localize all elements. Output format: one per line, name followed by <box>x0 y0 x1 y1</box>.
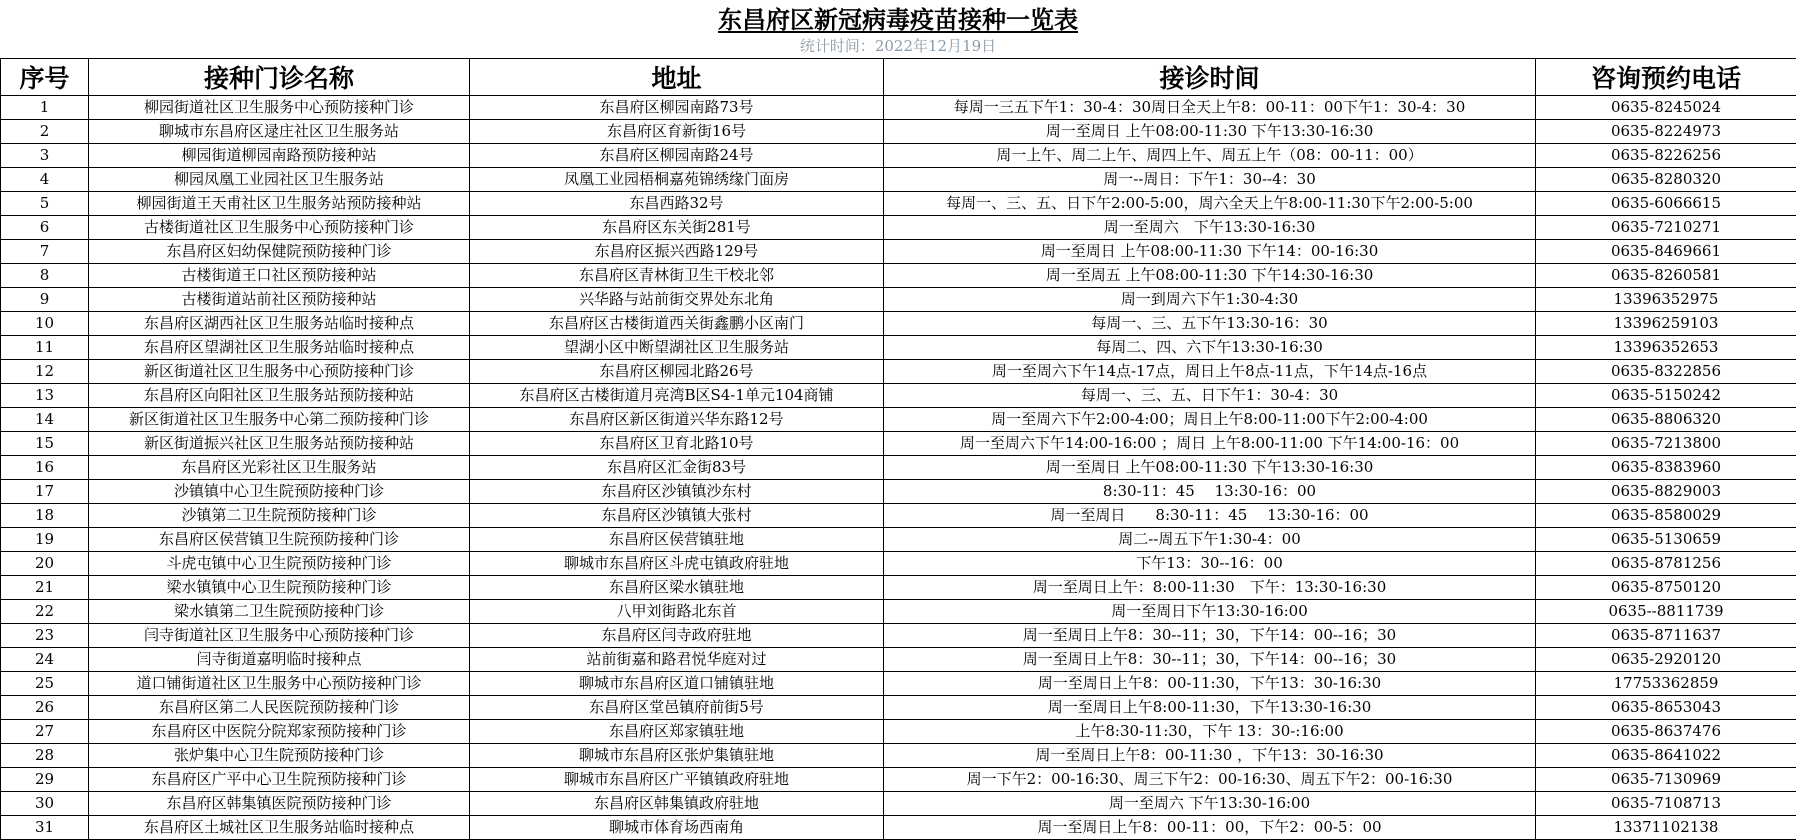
cell-phone: 0635-7210271 <box>1536 216 1796 240</box>
cell-phone: 0635-8641022 <box>1536 744 1796 768</box>
table-row <box>1 480 1796 504</box>
cell-phone: 0635-8280320 <box>1536 168 1796 192</box>
cell-hours: 周一至周日 上午08:00-11:30 下午14：00-16:30 <box>884 240 1536 264</box>
cell-phone: 0635-8469661 <box>1536 240 1796 264</box>
cell-clinic-name: 柳园街道社区卫生服务中心预防接种门诊 <box>89 96 470 120</box>
col-header-index: 序号 <box>1 59 89 96</box>
cell-hours: 8:30-11：45 13:30-16：00 <box>884 480 1536 504</box>
cell-hours: 周一至周五 上午08:00-11:30 下午14:30-16:30 <box>884 264 1536 288</box>
cell-phone: 0635-2920120 <box>1536 648 1796 672</box>
cell-phone: 0635-8226256 <box>1536 144 1796 168</box>
cell-index: 20 <box>1 552 89 576</box>
cell-phone: 13396259103 <box>1536 312 1796 336</box>
cell-address: 东昌府区古楼街道月亮湾B区S4-1单元104商铺 <box>470 384 884 408</box>
cell-address: 聊城市东昌府区张炉集镇驻地 <box>470 744 884 768</box>
cell-clinic-name: 东昌府区湖西社区卫生服务站临时接种点 <box>89 312 470 336</box>
cell-phone: 0635-5150242 <box>1536 384 1796 408</box>
table-row <box>1 600 1796 624</box>
cell-index: 18 <box>1 504 89 528</box>
sheet-title-text: 东昌府区新冠病毒疫苗接种一览表 <box>706 5 1090 34</box>
cell-phone: 0635-7108713 <box>1536 792 1796 816</box>
cell-hours: 周一至周日上午8：30--11；30，下午14：00--16；30 <box>884 624 1536 648</box>
cell-hours: 每周二、四、六下午13:30-16:30 <box>884 336 1536 360</box>
cell-clinic-name: 东昌府区第二人民医院预防接种门诊 <box>89 696 470 720</box>
cell-phone: 0635-7130969 <box>1536 768 1796 792</box>
cell-index: 27 <box>1 720 89 744</box>
col-header-address: 地址 <box>470 59 884 96</box>
cell-index: 30 <box>1 792 89 816</box>
table-row <box>1 648 1796 672</box>
cell-hours: 周一至周日上午8:00-11:30，下午13:30-16:30 <box>884 696 1536 720</box>
cell-phone: 0635-8224973 <box>1536 120 1796 144</box>
cell-address: 聊城市东昌府区广平镇镇政府驻地 <box>470 768 884 792</box>
cell-clinic-name: 梁水镇第二卫生院预防接种门诊 <box>89 600 470 624</box>
table-row <box>1 792 1796 816</box>
cell-clinic-name: 东昌府区广平中心卫生院预防接种门诊 <box>89 768 470 792</box>
cell-address: 东昌府区育新街16号 <box>470 120 884 144</box>
cell-phone: 13396352975 <box>1536 288 1796 312</box>
cell-clinic-name: 古楼街道社区卫生服务中心预防接种门诊 <box>89 216 470 240</box>
cell-index: 3 <box>1 144 89 168</box>
cell-hours: 周一至周日下午13:30-16:00 <box>884 600 1536 624</box>
cell-address: 东昌府区汇金街83号 <box>470 456 884 480</box>
cell-hours: 周一至周六下午14:00-16:00 ；周日 上午8:00-11:00 下午14:00-16：00 <box>884 432 1536 456</box>
cell-address: 东昌府区郑家镇驻地 <box>470 720 884 744</box>
table-row <box>1 264 1796 288</box>
cell-clinic-name: 柳园凤凰工业园社区卫生服务站 <box>89 168 470 192</box>
table-row <box>1 96 1796 120</box>
cell-index: 10 <box>1 312 89 336</box>
col-header-phone: 咨询预约电话 <box>1536 59 1796 96</box>
cell-clinic-name: 道口铺街道社区卫生服务中心预防接种门诊 <box>89 672 470 696</box>
cell-clinic-name: 张炉集中心卫生院预防接种门诊 <box>89 744 470 768</box>
cell-address: 东昌府区梁水镇驻地 <box>470 576 884 600</box>
cell-clinic-name: 闫寺街道嘉明临时接种点 <box>89 648 470 672</box>
cell-index: 19 <box>1 528 89 552</box>
cell-index: 6 <box>1 216 89 240</box>
cell-address: 站前街嘉和路君悦华庭对过 <box>470 648 884 672</box>
cell-index: 13 <box>1 384 89 408</box>
table-row <box>1 552 1796 576</box>
table-row <box>1 528 1796 552</box>
table-row <box>1 744 1796 768</box>
cell-index: 1 <box>1 96 89 120</box>
cell-hours: 每周一、三、五、日下午1：30-4：30 <box>884 384 1536 408</box>
cell-address: 东昌府区东关街281号 <box>470 216 884 240</box>
cell-index: 26 <box>1 696 89 720</box>
cell-index: 21 <box>1 576 89 600</box>
table-row <box>1 120 1796 144</box>
cell-address: 东昌府区柳园北路26号 <box>470 360 884 384</box>
cell-hours: 周一至周日 8:30-11：45 13:30-16：00 <box>884 504 1536 528</box>
cell-phone: 0635-8829003 <box>1536 480 1796 504</box>
cell-hours: 周一至周六下午2:00-4:00；周日上午8:00-11:00下午2:00-4:00 <box>884 408 1536 432</box>
cell-hours: 周一至周日上午8：30--11；30，下午14：00--16；30 <box>884 648 1536 672</box>
cell-hours: 周一至周日上午8：00-11：00，下午2：00-5：00 <box>884 816 1536 840</box>
cell-hours: 周一至周日上午：8:00-11:30 下午：13:30-16:30 <box>884 576 1536 600</box>
cell-clinic-name: 东昌府区中医院分院郑家预防接种门诊 <box>89 720 470 744</box>
cell-phone: 0635-8750120 <box>1536 576 1796 600</box>
cell-hours: 周一至周日上午8：00-11:30，下午13：30-16:30 <box>884 672 1536 696</box>
cell-clinic-name: 新区街道社区卫生服务中心预防接种门诊 <box>89 360 470 384</box>
table-row <box>1 720 1796 744</box>
cell-clinic-name: 沙镇第二卫生院预防接种门诊 <box>89 504 470 528</box>
cell-address: 聊城市东昌府区斗虎屯镇政府驻地 <box>470 552 884 576</box>
cell-clinic-name: 聊城市东昌府区逯庄社区卫生服务站 <box>89 120 470 144</box>
table-row <box>1 312 1796 336</box>
cell-phone: 0635-8781256 <box>1536 552 1796 576</box>
sheet-title <box>0 4 1796 36</box>
cell-address: 聊城市东昌府区道口铺镇驻地 <box>470 672 884 696</box>
cell-index: 31 <box>1 816 89 840</box>
cell-clinic-name: 柳园街道王天甫社区卫生服务站预防接种站 <box>89 192 470 216</box>
cell-phone: 17753362859 <box>1536 672 1796 696</box>
cell-address: 聊城市体育场西南角 <box>470 816 884 840</box>
table-row <box>1 288 1796 312</box>
cell-hours: 每周一三五下午1：30-4：30周日全天上午8：00-11：00下午1：30-4：30 <box>884 96 1536 120</box>
cell-index: 8 <box>1 264 89 288</box>
clinic-table <box>0 58 1796 840</box>
table-row <box>1 144 1796 168</box>
cell-index: 14 <box>1 408 89 432</box>
table-row <box>1 816 1796 840</box>
cell-index: 5 <box>1 192 89 216</box>
cell-hours: 周一--周日：下午1：30--4：30 <box>884 168 1536 192</box>
table-row <box>1 408 1796 432</box>
cell-phone: 0635-8653043 <box>1536 696 1796 720</box>
cell-hours: 每周一、三、五、日下午2:00-5:00，周六全天上午8:00-11:30下午2:00-5:00 <box>884 192 1536 216</box>
cell-index: 9 <box>1 288 89 312</box>
col-header-clinic-name: 接种门诊名称 <box>89 59 470 96</box>
cell-clinic-name: 东昌府区侯营镇卫生院预防接种门诊 <box>89 528 470 552</box>
cell-phone: 13396352653 <box>1536 336 1796 360</box>
table-row <box>1 456 1796 480</box>
table-row <box>1 768 1796 792</box>
cell-address: 东昌府区青林街卫生干校北邻 <box>470 264 884 288</box>
table-row <box>1 504 1796 528</box>
cell-phone: 0635-8711637 <box>1536 624 1796 648</box>
cell-address: 东昌府区古楼街道西关街鑫鹏小区南门 <box>470 312 884 336</box>
cell-phone: 0635-8580029 <box>1536 504 1796 528</box>
cell-address: 东昌府区沙镇镇沙东村 <box>470 480 884 504</box>
cell-phone: 0635-7213800 <box>1536 432 1796 456</box>
table-row <box>1 624 1796 648</box>
table-row <box>1 192 1796 216</box>
cell-index: 4 <box>1 168 89 192</box>
cell-hours: 周一上午、周二上午、周四上午、周五上午（08：00-11：00） <box>884 144 1536 168</box>
cell-address: 东昌府区柳园南路73号 <box>470 96 884 120</box>
cell-address: 东昌府区侯营镇驻地 <box>470 528 884 552</box>
cell-clinic-name: 柳园街道柳园南路预防接种站 <box>89 144 470 168</box>
cell-clinic-name: 沙镇镇中心卫生院预防接种门诊 <box>89 480 470 504</box>
table-row <box>1 336 1796 360</box>
cell-clinic-name: 新区街道振兴社区卫生服务站预防接种站 <box>89 432 470 456</box>
cell-hours: 周一至周日 上午08:00-11:30 下午13:30-16:30 <box>884 456 1536 480</box>
cell-hours: 每周一、三、五下午13:30-16：30 <box>884 312 1536 336</box>
cell-clinic-name: 东昌府区光彩社区卫生服务站 <box>89 456 470 480</box>
sheet-subtitle: 统计时间：2022年12月19日 <box>0 36 1796 56</box>
table-row <box>1 576 1796 600</box>
cell-address: 东昌府区振兴西路129号 <box>470 240 884 264</box>
cell-clinic-name: 古楼街道王口社区预防接种站 <box>89 264 470 288</box>
cell-address: 东昌府区堂邑镇府前街5号 <box>470 696 884 720</box>
cell-address: 东昌府区柳园南路24号 <box>470 144 884 168</box>
cell-index: 17 <box>1 480 89 504</box>
cell-index: 28 <box>1 744 89 768</box>
cell-phone: 0635-5130659 <box>1536 528 1796 552</box>
cell-phone: 0635-6066615 <box>1536 192 1796 216</box>
table-row <box>1 384 1796 408</box>
table-row <box>1 168 1796 192</box>
cell-index: 12 <box>1 360 89 384</box>
cell-phone: 0635-8322856 <box>1536 360 1796 384</box>
col-header-hours: 接诊时间 <box>884 59 1536 96</box>
cell-clinic-name: 闫寺街道社区卫生服务中心预防接种门诊 <box>89 624 470 648</box>
cell-phone: 0635-8806320 <box>1536 408 1796 432</box>
cell-index: 24 <box>1 648 89 672</box>
cell-hours: 周一至周日上午8：00-11:30 ，下午13：30-16:30 <box>884 744 1536 768</box>
cell-phone: 0635-8245024 <box>1536 96 1796 120</box>
cell-clinic-name: 新区街道社区卫生服务中心第二预防接种门诊 <box>89 408 470 432</box>
cell-hours: 周一至周六下午14点-17点，周日上午8点-11点，下午14点-16点 <box>884 360 1536 384</box>
cell-hours: 下午13：30--16：00 <box>884 552 1536 576</box>
cell-hours: 周一至周六 下午13:30-16:30 <box>884 216 1536 240</box>
cell-hours: 周一下午2：00-16:30、周三下午2：00-16:30、周五下午2：00-16:30 <box>884 768 1536 792</box>
cell-index: 15 <box>1 432 89 456</box>
cell-index: 11 <box>1 336 89 360</box>
cell-clinic-name: 梁水镇镇中心卫生院预防接种门诊 <box>89 576 470 600</box>
cell-clinic-name: 斗虎屯镇中心卫生院预防接种门诊 <box>89 552 470 576</box>
cell-clinic-name: 古楼街道站前社区预防接种站 <box>89 288 470 312</box>
cell-address: 东昌府区韩集镇政府驻地 <box>470 792 884 816</box>
cell-index: 16 <box>1 456 89 480</box>
cell-clinic-name: 东昌府区韩集镇医院预防接种门诊 <box>89 792 470 816</box>
cell-hours: 周一至周日 上午08:00-11:30 下午13:30-16:30 <box>884 120 1536 144</box>
cell-clinic-name: 东昌府区土城社区卫生服务站临时接种点 <box>89 816 470 840</box>
cell-hours: 上午8:30-11:30，下午 13：30-:16:00 <box>884 720 1536 744</box>
table-row <box>1 672 1796 696</box>
cell-index: 2 <box>1 120 89 144</box>
cell-clinic-name: 东昌府区望湖社区卫生服务站临时接种点 <box>89 336 470 360</box>
table-row <box>1 360 1796 384</box>
cell-address: 东昌府区新区街道兴华东路12号 <box>470 408 884 432</box>
cell-address: 东昌西路32号 <box>470 192 884 216</box>
table-row <box>1 696 1796 720</box>
cell-address: 东昌府区沙镇镇大张村 <box>470 504 884 528</box>
cell-index: 22 <box>1 600 89 624</box>
cell-clinic-name: 东昌府区向阳社区卫生服务站预防接种站 <box>89 384 470 408</box>
table-row <box>1 216 1796 240</box>
cell-hours: 周一至周六 下午13:30-16:00 <box>884 792 1536 816</box>
cell-clinic-name: 东昌府区妇幼保健院预防接种门诊 <box>89 240 470 264</box>
header-row <box>1 59 1796 96</box>
cell-address: 凤凰工业园梧桐嘉苑锦绣缘门面房 <box>470 168 884 192</box>
cell-address: 兴华路与站前街交界处东北角 <box>470 288 884 312</box>
cell-phone: 0635-8260581 <box>1536 264 1796 288</box>
cell-hours: 周一到周六下午1:30-4:30 <box>884 288 1536 312</box>
cell-index: 29 <box>1 768 89 792</box>
cell-address: 东昌府区卫育北路10号 <box>470 432 884 456</box>
cell-phone: 0635-8637476 <box>1536 720 1796 744</box>
cell-phone: 0635-8383960 <box>1536 456 1796 480</box>
table-row <box>1 240 1796 264</box>
cell-index: 25 <box>1 672 89 696</box>
cell-index: 7 <box>1 240 89 264</box>
cell-phone: 0635--8811739 <box>1536 600 1796 624</box>
table-row <box>1 432 1796 456</box>
cell-index: 23 <box>1 624 89 648</box>
cell-hours: 周二--周五下午1:30-4：00 <box>884 528 1536 552</box>
cell-address: 八甲刘街路北东首 <box>470 600 884 624</box>
cell-phone: 13371102138 <box>1536 816 1796 840</box>
cell-address: 望湖小区中断望湖社区卫生服务站 <box>470 336 884 360</box>
cell-address: 东昌府区闫寺政府驻地 <box>470 624 884 648</box>
